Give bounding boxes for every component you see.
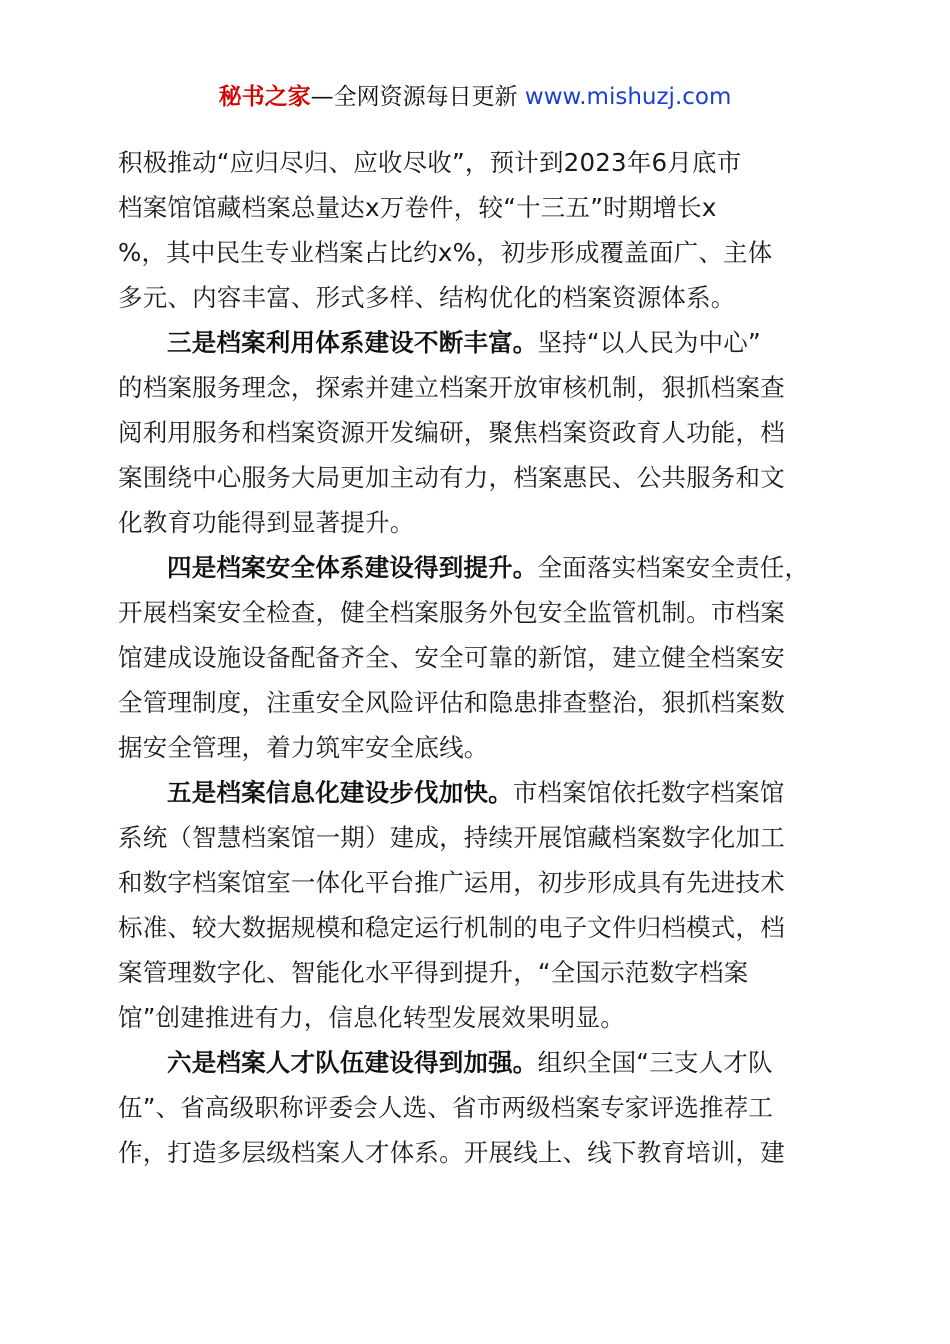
text-line: 的档案服务理念，探索并建立档案开放审核机制，狠抓档案查 [118, 373, 785, 402]
text-line [118, 320, 838, 365]
text-line: 和数字档案馆室一体化平台推广运用，初步形成具有先进技术 [118, 868, 785, 897]
text-line: 全管理制度，注重安全风险评估和隐患排查整治，狠抓档案数 [118, 688, 785, 717]
text-line: 标准、较大数据规模和稳定运行机制的电子文件归档模式，档 [118, 913, 785, 942]
paragraph [118, 1040, 838, 1175]
paragraph-lead: 四是档案安全体系建设得到提升。 [167, 553, 538, 582]
paragraph-lead: 五是档案信息化建设步伐加快。 [167, 778, 513, 807]
paragraph [118, 320, 838, 545]
text-line: 馆建成设施设备配备齐全、安全可靠的新馆，建立健全档案安 [118, 643, 785, 672]
text-segment: 坚持“以人民为中心” [537, 328, 761, 357]
text-line: 多元、内容丰富、形式多样、结构优化的档案资源体系。 [118, 283, 736, 312]
text-segment: 市档案馆依托数字档案馆 [512, 778, 785, 807]
text-line: 开展档案安全检查，健全档案服务外包安全监管机制。市档案 [118, 598, 785, 627]
site-url-link[interactable]: www.mishuzj.com [524, 84, 732, 110]
text-segment: 全面落实档案安全责任， [537, 553, 810, 582]
document-body [118, 140, 838, 1175]
text-line: 积极推动“应归尽归、应收尽收”，预计到2023年6月底市 [118, 148, 742, 177]
text-line: 作，打造多层级档案人才体系。开展线上、线下教育培训，建 [118, 1138, 785, 1167]
paragraph-lead: 三是档案利用体系建设不断丰富。 [167, 328, 538, 357]
text-line: 据安全管理，着力筑牢安全底线。 [118, 733, 489, 762]
text-line [118, 770, 838, 815]
text-line: 档案馆馆藏档案总量达x万卷件，较“十三五”时期增长x [118, 193, 717, 222]
text-line: %，其中民生专业档案占比约x%，初步形成覆盖面广、主体 [118, 238, 773, 267]
header-tagline: —全网资源每日更新 [310, 84, 518, 110]
paragraph [118, 770, 838, 1040]
paragraph [118, 140, 838, 320]
text-line: 化教育功能得到显著提升。 [118, 508, 415, 537]
paragraph-lead: 六是档案人才队伍建设得到加强。 [167, 1048, 538, 1077]
text-line: 案围绕中心服务大局更加主动有力，档案惠民、公共服务和文 [118, 463, 785, 492]
text-line: 系统（智慧档案馆一期）建成，持续开展馆藏档案数字化加工 [118, 823, 785, 852]
text-line: 伍”、省高级职称评委会人选、省市两级档案专家评选推荐工 [118, 1093, 774, 1122]
text-segment: 组织全国“三支人才队 [537, 1048, 773, 1077]
page-header [0, 82, 950, 112]
text-line: 案管理数字化、智能化水平得到提升，“全国示范数字档案 [118, 958, 749, 987]
brand-name: 秘书之家 [218, 84, 311, 110]
text-line [118, 1040, 838, 1085]
text-line: 阅利用服务和档案资源开发编研，聚焦档案资政育人功能，档 [118, 418, 785, 447]
text-line [118, 545, 838, 590]
paragraph [118, 545, 838, 770]
text-line: 馆”创建推进有力，信息化转型发展效果明显。 [118, 1003, 625, 1032]
